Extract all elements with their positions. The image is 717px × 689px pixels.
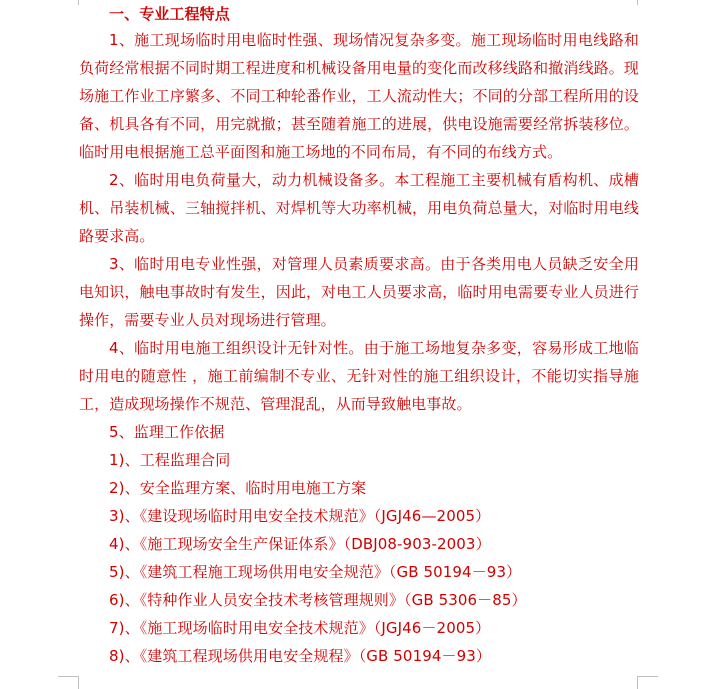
reference-item-7: 7)、《施工现场临时用电安全技术规范》（JGJ46－2005） [109, 619, 491, 637]
section-heading: 一、专业工程特点 [109, 5, 230, 23]
paragraph-3: 3、临时用电专业性强，对管理人员素质要求高。由于各类用电人员缺乏安全用电知识，触电事故时有发生，因此，对电工人员要求高，临时用电需要专业人员进行操作，需要专业人员对现场进行管理。 [79, 255, 639, 329]
reference-item-1: 1)、工程监理合同 [109, 451, 231, 469]
crop-mark-bottom-left-h [58, 676, 79, 677]
crop-mark-bottom-left-v [78, 676, 79, 689]
reference-item-5: 5)、《建筑工程施工现场供用电安全规范》（GB 50194－93） [109, 563, 522, 581]
reference-item-6: 6)、《特种作业人员安全技术考核管理规则》（GB 5306－85） [109, 591, 527, 609]
crop-mark-bottom-right-v [637, 676, 638, 689]
paragraph-2: 2、临时用电负荷量大，动力机械设备多。本工程施工主要机械有盾构机、成槽机、吊装机械、三轴搅拌机、对焊机等大功率机械，用电负荷总量大，对临时用电线路要求高。 [79, 171, 639, 245]
paragraph-4: 4、临时用电施工组织设计无针对性。由于施工场地复杂多变，容易形成工地临时用电的随意性 ，施工前编制不专业、无针对性的施工组织设计，不能切实指导施工，造成现场操作不规范、管理混乱，从而导致触电事故。 [79, 339, 639, 413]
reference-item-2: 2)、安全监理方案、临时用电施工方案 [109, 479, 367, 497]
reference-item-8: 8)、《建筑工程现场供用电安全规程》（GB 50194－93） [109, 647, 491, 665]
reference-item-4: 4)、《施工现场安全生产保证体系》（DBJ08-903-2003） [109, 535, 491, 553]
paragraph-1: 1、施工现场临时用电临时性强、现场情况复杂多变。施工现场临时用电线路和负荷经常根据不同时期工程进度和机械设备用电量的变化而改移线路和撤消线路。现场施工作业工序繁多、不同工种轮番作业，工人流动性大；不同的分部工程所用的设备、机具各有不同，用完就撤；甚至随着施工的进展，供电设施需要经常拆装移位。临时用电根据施工总平面图和施工场地的不同布局，有不同的布线方式。 [79, 31, 639, 161]
basis-heading: 5、监理工作依据 [109, 423, 225, 441]
reference-item-3: 3)、《建设现场临时用电安全技术规范》（JGJ46—2005） [109, 507, 491, 525]
document-body [79, 0, 639, 670]
crop-mark-bottom-right-h [637, 676, 658, 677]
